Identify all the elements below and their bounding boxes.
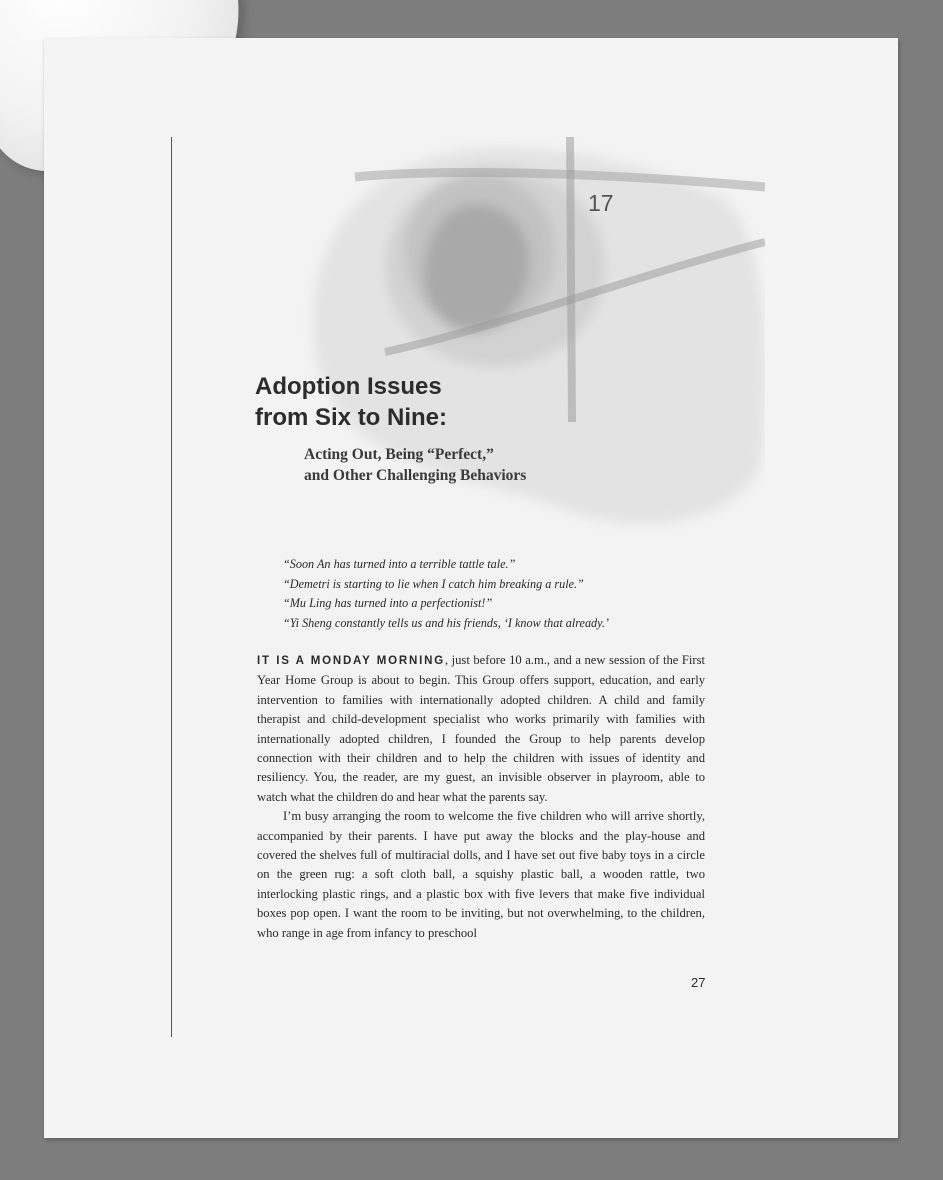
epigraph-quote: “Yi Sheng constantly tells us and his friends, ‘I know that already.’ xyxy=(283,615,609,630)
chapter-number: 17 xyxy=(588,190,614,216)
chapter-subtitle-line-2: and Other Challenging Behaviors xyxy=(304,467,527,484)
epigraph-quote: “Mu Ling has turned into a perfectionist!” xyxy=(283,596,493,610)
chapter-subtitle xyxy=(304,444,526,486)
body-paragraph: I’m busy arranging the room to welcome the five children who will arrive shortly, accompanied by their parents. I have put away the blocks and the play-house and covered the shelves full of multiracial dolls, and I have set out five baby toys in a circle on the green rug: a soft cloth ball, a squishy plastic ball, a wooden rattle, two interlocking plastic rings, and a plastic box with five levers that make five individual boxes pop open. I want the room to be inviting, but not overwhelming, to the children, who range in age from infancy to preschool xyxy=(257,809,705,940)
chapter-title-line-2: from Six to Nine: xyxy=(255,404,448,431)
lead-in-small-caps: IT IS A MONDAY MORNING xyxy=(257,655,445,667)
chapter-title xyxy=(255,371,447,433)
epigraph-quotes xyxy=(283,555,723,633)
body-paragraph-text: , just before 10 a.m., and a new session of the First Year Home Group is about to begin. This Group offers support, education, and early intervention to families with internationally adopted children. A child and family therapist and child-development specialist who works primarily with families with internationally adopted children, I founded the Group to help parents develop connection with their children and to help the children with issues of identity and resiliency. You, the reader, are my guest, an invisible observer in playroom, able to watch what the children do and hear what the parents say. xyxy=(257,653,705,804)
epigraph-quote: “Demetri is starting to lie when I catch him breaking a rule.” xyxy=(283,576,584,591)
epigraph-quote: “Soon An has turned into a terrible tattle tale.” xyxy=(283,557,516,571)
chapter-title-line-1: Adoption Issues xyxy=(255,373,442,400)
body-paragraph xyxy=(257,651,705,807)
margin-rule xyxy=(171,137,172,1037)
chapter-subtitle-line-1: Acting Out, Being “Perfect,” xyxy=(304,446,494,463)
body-text xyxy=(257,651,705,943)
page-number: 27 xyxy=(691,975,706,990)
